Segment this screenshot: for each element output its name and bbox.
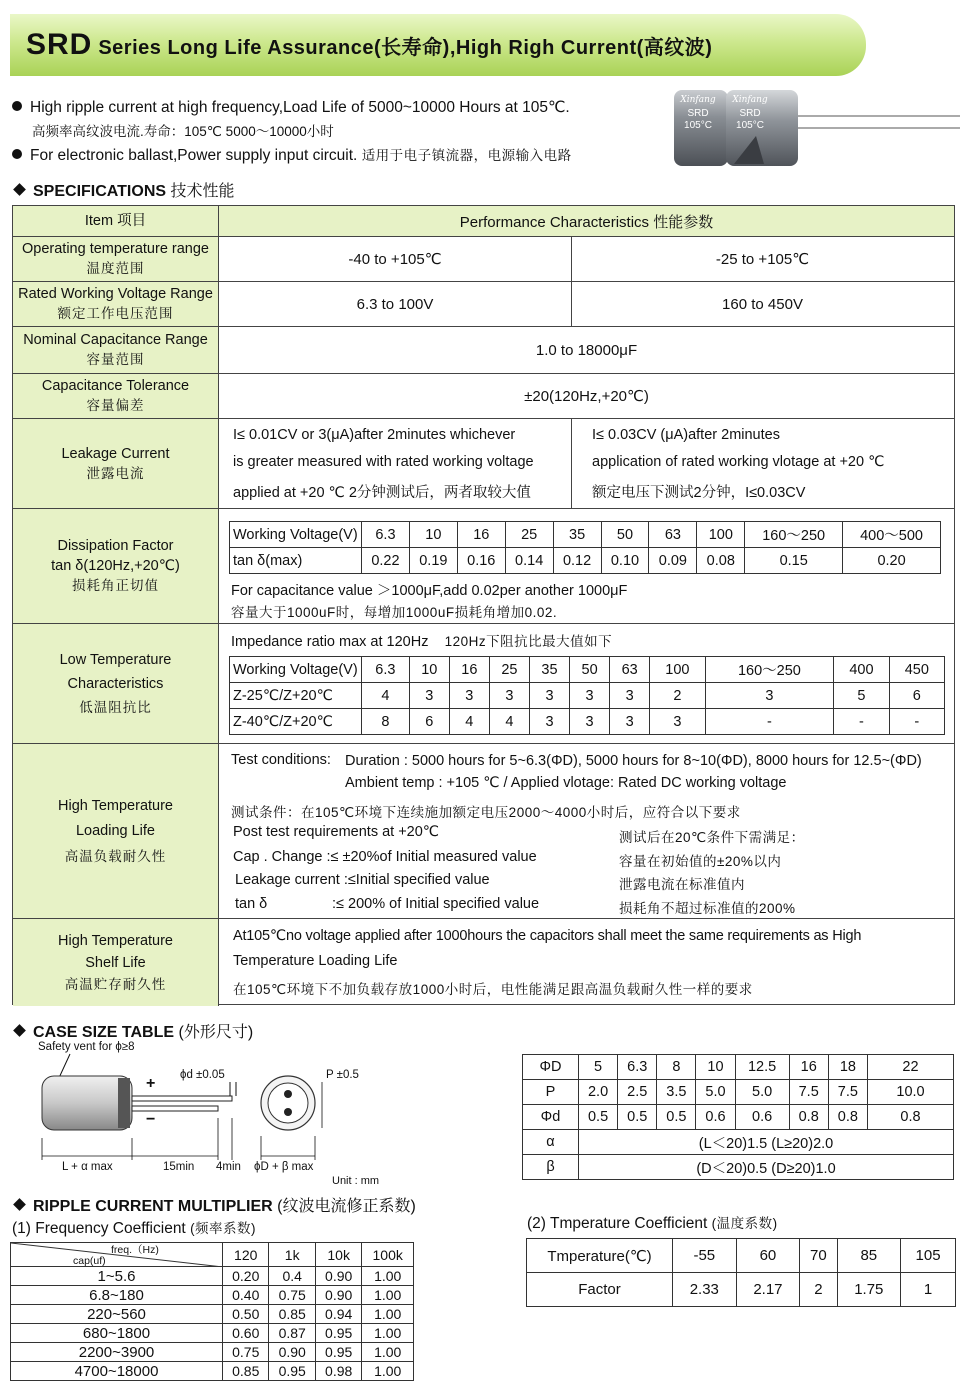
factor-cell: 2.33	[673, 1273, 737, 1307]
factor-cell: 1	[901, 1273, 956, 1307]
p-value-cell: 10.0	[868, 1080, 954, 1105]
coefficient-cell: 0.94	[315, 1305, 361, 1324]
temperature-coefficient-title: (2) Tmperature Coefficient (温度系数)	[527, 1215, 778, 1232]
z25-value-cell: 3	[409, 683, 449, 709]
voltage-cell: 10	[409, 657, 449, 683]
coefficient-cell: 0.95	[269, 1362, 315, 1381]
dissipation-table	[229, 521, 941, 574]
pd-value-cell: 0.6	[696, 1105, 735, 1130]
frequency-coefficient-table	[10, 1242, 414, 1381]
svg-text:Safety vent for ϕ≥8: Safety vent for ϕ≥8	[38, 1041, 135, 1053]
d-value-cell: 6.3	[618, 1055, 657, 1080]
d-value-cell: 10	[696, 1055, 735, 1080]
tan-value-cell: 0.14	[505, 548, 553, 574]
voltage-cell: 35	[529, 657, 569, 683]
temperature-cell: 85	[837, 1239, 901, 1273]
frequency-row	[11, 1324, 414, 1343]
temperature-label-cell: Tmperature(℃)	[527, 1239, 673, 1273]
coefficient-cell: 0.50	[223, 1305, 269, 1324]
pd-value-cell: 0.6	[735, 1105, 789, 1130]
coefficient-cell: 0.95	[315, 1324, 361, 1343]
svg-text:105°C: 105°C	[736, 120, 764, 131]
coefficient-cell: 1.00	[362, 1343, 414, 1362]
specifications-heading: SPECIFICATIONS 技术性能	[12, 178, 235, 201]
tan-value-cell: 0.08	[697, 548, 745, 574]
feature-item-cn: 高频率高纹波电流.寿命：105℃ 5000～10000小时	[32, 124, 334, 139]
capacitance-range-cell: 6.8~180	[11, 1286, 223, 1305]
frequency-coefficient-title: (1) Frequency Coefficient (频率系数)	[12, 1220, 257, 1237]
svg-text:SRD: SRD	[687, 108, 709, 119]
svg-text:P ±0.5: P ±0.5	[326, 1069, 359, 1081]
temperature-cell: -55	[673, 1239, 737, 1273]
svg-text:105°C: 105°C	[684, 120, 712, 131]
tan-value-cell: 0.09	[649, 548, 697, 574]
tan-value-cell: 0.20	[843, 548, 941, 574]
voltage-cell: 16	[457, 522, 505, 548]
tan-value-cell: 0.16	[457, 548, 505, 574]
voltage-cell: 400～500	[843, 522, 941, 548]
pd-value-cell: 0.5	[579, 1105, 618, 1130]
coefficient-cell: 0.85	[223, 1362, 269, 1381]
voltage-cell: 6.3	[362, 657, 410, 683]
spec-row-load-life: High Temperature Loading Life 高温负载耐久性 Test conditions: Duration : 5000 hours for 5~6.3(ΦD), 5000 hours for 8~10(ΦD), 8000 hours for 12.5~(ΦD) Ambient temp : +105 ℃ / Applied vlotage: Rated DC working voltage 测试条件：在105℃环境下连续施加额定电压2000～4000小时后，应符合以下要求 Post test requirements at +20℃ 测试后在20℃条件下需满足： Cap . Change :≤ ±20%of Initial measured value 容量在初始值的±20%以内 Leakage current :≤Initial specified value 泄露电流在标准值内 tan δ :≤ 200% of Initial specified value 损耗角不超过标准值的200%	[13, 743, 954, 918]
pd-value-cell: 0.8	[789, 1105, 828, 1130]
z40-value-cell: 3	[650, 709, 705, 735]
spec-row-leakage: Leakage Current 泄露电流 I≤ 0.01CV or 3(μA)after 2minutes whichever is greater measured with rated working voltage applied at +20 ℃ 2分钟测试后，两者取较大值 I≤ 0.03CV (μA)after 2minutes application of rated working vlotage at +20 ℃ 额定电压下测试2分钟，I≤0.03CV	[13, 418, 954, 508]
frequency-row	[11, 1362, 414, 1381]
capacitance-range-cell: 680~1800	[11, 1324, 223, 1343]
diamond-bullet-icon	[13, 183, 26, 196]
capacitance-range-cell: 1~5.6	[11, 1267, 223, 1286]
svg-text:L + α max: L + α max	[62, 1161, 113, 1173]
svg-text:SRD: SRD	[739, 108, 761, 119]
z25-label-cell: Z-25℃/Z+20℃	[230, 683, 362, 709]
svg-text:+: +	[146, 1075, 156, 1092]
performance-header: Performance Characteristics 性能参数	[219, 206, 954, 236]
capacitance-range-cell: 220~560	[11, 1305, 223, 1324]
coefficient-cell: 0.20	[223, 1267, 269, 1286]
factor-cell: 1.75	[837, 1273, 901, 1307]
z40-value-cell: 3	[529, 709, 569, 735]
z25-value-cell: 3	[449, 683, 489, 709]
spec-row-shelf-life: High Temperature Shelf Life 高温贮存耐久性 At105℃no voltage applied after 1000hours the capacitors shall meet the same requirements as High Temperature Loading Life 在105℃环境下不加负载存放1000小时后，电性能满足跟高温负载耐久性一样的要求	[13, 918, 954, 1006]
voltage-cell: 400	[834, 657, 889, 683]
case-size-heading: CASE SIZE TABLE (外形尺寸)	[12, 1019, 253, 1042]
voltage-cell: 160～250	[745, 522, 843, 548]
coefficient-cell: 0.90	[269, 1343, 315, 1362]
d-value-cell: 5	[579, 1055, 618, 1080]
series-title: Series Long Life Assurance(长寿命),High Righ Current(高纹波)	[98, 37, 713, 59]
temperature-coefficient-table	[526, 1238, 956, 1307]
frequency-cell: 10k	[315, 1243, 361, 1267]
factor-row	[527, 1273, 956, 1307]
spec-row-dissipation: Dissipation Factor tan δ(120Hz,+20℃) 损耗角正切值 Working Voltage(V) 6.3 10 16 25 35 50 63 100 160～250 400～500 tan δ(max) 0.22 0.19 0.16 0.14 0.12 0.10 0.09 0.08 0.15 0.20 For capacitance value ＞1000μF,add 0.02per another 1000μF 容量大于1000uF时，每增加1000uF损耗角增加0.02.	[13, 508, 954, 623]
case-p-row	[523, 1080, 954, 1105]
svg-text:ϕD + β max: ϕD + β max	[254, 1161, 314, 1173]
voltage-cell: 10	[409, 522, 457, 548]
pd-value-cell: 0.5	[657, 1105, 696, 1130]
svg-text:freq.（Hz): freq.（Hz)	[111, 1244, 159, 1256]
p-value-cell: 2.5	[618, 1080, 657, 1105]
svg-text:ϕd ±0.05: ϕd ±0.05	[180, 1069, 225, 1081]
feature-list	[12, 96, 672, 168]
spec-header-row	[13, 206, 954, 236]
low-temp-voltage-row	[230, 657, 945, 683]
diamond-bullet-icon	[13, 1198, 26, 1211]
frequency-cell: 100k	[362, 1243, 414, 1267]
voltage-cell: 25	[489, 657, 529, 683]
z25-value-cell: 3	[610, 683, 650, 709]
header-banner	[10, 14, 866, 76]
p-label-cell: P	[523, 1080, 579, 1105]
z40-value-cell: 6	[409, 709, 449, 735]
d-value-cell: 12.5	[735, 1055, 789, 1080]
p-value-cell: 7.5	[828, 1080, 867, 1105]
low-temp-z40-row	[230, 709, 945, 735]
z40-value-cell: -	[705, 709, 834, 735]
z40-value-cell: 4	[449, 709, 489, 735]
frequency-cell: 120	[223, 1243, 269, 1267]
tan-value-cell: 0.15	[745, 548, 843, 574]
diamond-bullet-icon	[13, 1024, 26, 1037]
tan-value-cell: 0.19	[409, 548, 457, 574]
low-temp-table	[229, 656, 945, 735]
coefficient-cell: 1.00	[362, 1324, 414, 1343]
d-value-cell: 8	[657, 1055, 696, 1080]
svg-text:4min: 4min	[216, 1161, 241, 1173]
coefficient-cell: 0.98	[315, 1362, 361, 1381]
p-value-cell: 2.0	[579, 1080, 618, 1105]
item-header: Item 项目	[13, 206, 219, 236]
feature-item: For electronic ballast,Power supply input circuit. 适用于电子镇流器，电源输入电路	[12, 144, 672, 168]
frequency-row	[11, 1343, 414, 1362]
voltage-cell: 50	[570, 657, 610, 683]
voltage-cell: 450	[889, 657, 944, 683]
voltage-cell: 100	[650, 657, 705, 683]
z40-value-cell: 8	[362, 709, 410, 735]
p-value-cell: 3.5	[657, 1080, 696, 1105]
low-temp-z25-row	[230, 683, 945, 709]
voltage-cell: 35	[553, 522, 601, 548]
voltage-cell: 63	[610, 657, 650, 683]
series-code: SRD	[26, 28, 93, 61]
z25-value-cell: 4	[362, 683, 410, 709]
z40-value-cell: 4	[489, 709, 529, 735]
svg-text:Xinfang: Xinfang	[732, 95, 768, 105]
bullet-icon	[12, 101, 22, 111]
spec-row-low-temp: Low Temperature Characteristics 低温阻抗比 Impedance ratio max at 120Hz 120Hz下阻抗比最大值如下 Working Voltage(V) 6.3 10 16 25 35 50 63 100 160～250 400 450 Z-25℃/Z+20℃ 4 3 3 3 3 3 3 2 3 5 6 Z-40℃/Z+20℃ 8 6 4 4 3 3 3 3 - - -	[13, 623, 954, 743]
voltage-cell: 160～250	[705, 657, 834, 683]
bullet-icon	[12, 149, 22, 159]
coefficient-cell: 0.95	[315, 1343, 361, 1362]
svg-text:cap(uf): cap(uf)	[73, 1255, 106, 1267]
coefficient-cell: 0.60	[223, 1324, 269, 1343]
temperature-cell: 105	[901, 1239, 956, 1273]
dissipation-tan-row	[230, 548, 941, 574]
z40-value-cell: -	[889, 709, 944, 735]
coefficient-cell: 1.00	[362, 1267, 414, 1286]
frequency-cell: 1k	[269, 1243, 315, 1267]
factor-cell: 2	[800, 1273, 837, 1307]
z40-value-cell: 3	[610, 709, 650, 735]
frequency-row	[11, 1267, 414, 1286]
z25-value-cell: 3	[570, 683, 610, 709]
coefficient-cell: 0.40	[223, 1286, 269, 1305]
z25-value-cell: 5	[834, 683, 889, 709]
d-value-cell: 18	[828, 1055, 867, 1080]
tan-value-cell: 0.12	[553, 548, 601, 574]
spec-row-op-temp: Operating temperature range 温度范围 -40 to +105℃ -25 to +105℃	[13, 236, 954, 281]
d-value-cell: 16	[789, 1055, 828, 1080]
coefficient-cell: 0.85	[269, 1305, 315, 1324]
case-dimension-drawing	[30, 1038, 410, 1188]
p-value-cell: 5.0	[735, 1080, 789, 1105]
z40-value-cell: -	[834, 709, 889, 735]
spec-row-capacitance: Nominal Capacitance Range 容量范围 1.0 to 18000μF	[13, 326, 954, 373]
voltage-cell: 25	[505, 522, 553, 548]
coefficient-cell: 1.00	[362, 1362, 414, 1381]
dissipation-voltage-row	[230, 522, 941, 548]
capacitance-range-cell: 4700~18000	[11, 1362, 223, 1381]
case-size-table	[522, 1054, 954, 1180]
capacitance-range-cell: 2200~3900	[11, 1343, 223, 1362]
page-title	[26, 28, 712, 62]
case-beta-row: β (D＜20)0.5 (D≥20)1.0	[523, 1155, 954, 1180]
coefficient-cell: 0.90	[315, 1286, 361, 1305]
z25-value-cell: 3	[705, 683, 834, 709]
tan-label-cell: tan δ(max)	[230, 548, 362, 574]
tan-value-cell: 0.10	[601, 548, 649, 574]
pd-value-cell: 0.8	[828, 1105, 867, 1130]
spec-row-tolerance: Capacitance Tolerance 容量偏差 ±20(120Hz,+20℃)	[13, 373, 954, 418]
z40-value-cell: 3	[570, 709, 610, 735]
voltage-cell: 63	[649, 522, 697, 548]
voltage-label-cell: Working Voltage(V)	[230, 522, 362, 548]
voltage-cell: 100	[697, 522, 745, 548]
z25-value-cell: 6	[889, 683, 944, 709]
voltage-label-cell: Working Voltage(V)	[230, 657, 362, 683]
svg-text:Unit : mm: Unit : mm	[332, 1175, 380, 1187]
p-value-cell: 7.5	[789, 1080, 828, 1105]
coefficient-cell: 1.00	[362, 1286, 414, 1305]
coefficient-cell: 0.4	[269, 1267, 315, 1286]
factor-label-cell: Factor	[527, 1273, 673, 1307]
spec-row-voltage: Rated Working Voltage Range 额定工作电压范围 6.3 to 100V 160 to 450V	[13, 281, 954, 326]
case-d-row	[523, 1055, 954, 1080]
brand-text: Xinfang	[680, 95, 716, 105]
case-pd-row	[523, 1105, 954, 1130]
ripple-heading: RIPPLE CURRENT MULTIPLIER (纹波电流修正系数)	[12, 1193, 416, 1216]
frequency-row	[11, 1305, 414, 1324]
svg-text:15min: 15min	[163, 1161, 195, 1173]
pd-value-cell: 0.5	[618, 1105, 657, 1130]
coefficient-cell: 1.00	[362, 1305, 414, 1324]
svg-text:−: −	[146, 1111, 156, 1128]
specifications-table	[12, 205, 955, 1005]
tan-value-cell: 0.22	[362, 548, 410, 574]
pd-label-cell: Φd	[523, 1105, 579, 1130]
temperature-row	[527, 1239, 956, 1273]
z25-value-cell: 3	[489, 683, 529, 709]
z40-label-cell: Z-40℃/Z+20℃	[230, 709, 362, 735]
temperature-cell: 70	[800, 1239, 837, 1273]
z25-value-cell: 2	[650, 683, 705, 709]
capacitor-product-image	[672, 86, 962, 172]
temperature-cell: 60	[736, 1239, 800, 1273]
feature-item: High ripple current at high frequency,Load Life of 5000~10000 Hours at 105℃.	[12, 96, 672, 120]
pd-value-cell: 0.8	[868, 1105, 954, 1130]
d-value-cell: 22	[868, 1055, 954, 1080]
frequency-row	[11, 1286, 414, 1305]
factor-cell: 2.17	[736, 1273, 800, 1307]
corner-cell	[11, 1243, 223, 1267]
coefficient-cell: 0.90	[315, 1267, 361, 1286]
voltage-cell: 16	[449, 657, 489, 683]
coefficient-cell: 0.75	[269, 1286, 315, 1305]
coefficient-cell: 0.87	[269, 1324, 315, 1343]
case-alpha-row: α (L＜20)1.5 (L≥20)2.0	[523, 1130, 954, 1155]
p-value-cell: 5.0	[696, 1080, 735, 1105]
frequency-header-row	[11, 1243, 414, 1267]
z25-value-cell: 3	[529, 683, 569, 709]
d-label-cell: ΦD	[523, 1055, 579, 1080]
voltage-cell: 50	[601, 522, 649, 548]
coefficient-cell: 0.75	[223, 1343, 269, 1362]
voltage-cell: 6.3	[362, 522, 410, 548]
